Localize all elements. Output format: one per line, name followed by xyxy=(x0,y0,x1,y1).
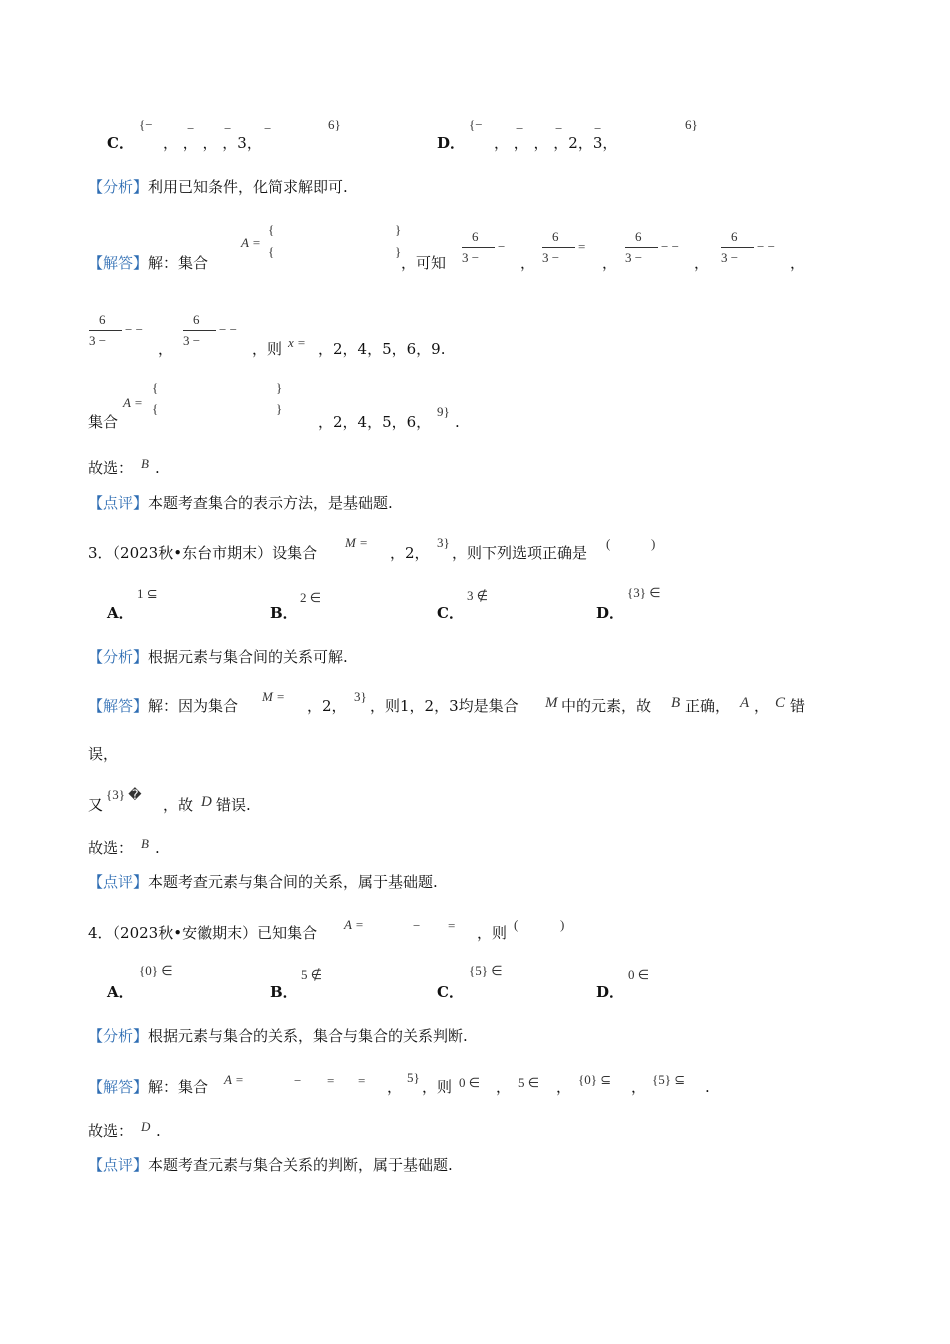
q3-also-expr: {3} � xyxy=(106,787,142,802)
comma: ， xyxy=(520,254,536,272)
q3-answer-set-m: M = xyxy=(262,689,285,704)
q3-option-b-label[interactable]: B． xyxy=(270,604,298,622)
review-tag: 【点评】 xyxy=(88,873,149,891)
q3-option-a-label[interactable]: A． xyxy=(107,604,134,622)
set-line-end: 9} xyxy=(437,404,450,419)
q4-answer-dash: − xyxy=(294,1073,302,1088)
q3-stem-brace: 3} xyxy=(437,535,450,550)
fraction-denominator: 3 − xyxy=(625,250,643,265)
q3-also-lead: 又 xyxy=(88,796,104,814)
q3-also-text: ，故 xyxy=(163,796,194,814)
q4-answer-then: ，则 xyxy=(422,1078,453,1096)
q3-paren-right: ) xyxy=(651,536,656,551)
q4-paren-right: ) xyxy=(560,917,565,932)
opt-d-brace: {− xyxy=(469,117,483,132)
choose-line: 故选： xyxy=(88,459,134,477)
q3-answer-wrap: 误， xyxy=(88,745,119,763)
period: . xyxy=(155,839,160,857)
opt-d-commas: ， ， ， ，2，3， xyxy=(494,134,618,152)
opt-d-dash: − xyxy=(516,121,524,136)
q3-stem-tail: ，则下列选项正确是 xyxy=(452,544,588,562)
q3-option-c-label[interactable]: C． xyxy=(437,604,464,622)
q3-answer-m: M xyxy=(545,695,558,711)
opt-d-end: 6} xyxy=(685,117,698,132)
q4-option-d-label[interactable]: D． xyxy=(596,983,625,1001)
q4-analysis-line xyxy=(88,1027,468,1045)
fraction-tail: − xyxy=(498,239,506,254)
q4-stem-eq: = xyxy=(448,918,456,933)
q4-answer-set-a: A = xyxy=(224,1072,244,1087)
q4-answer-e3: {0} ⊆ xyxy=(578,1072,612,1087)
fraction-denominator: 3 − xyxy=(462,250,480,265)
q3-option-d-label[interactable]: D． xyxy=(596,604,625,622)
fraction-numerator: 6 xyxy=(99,312,106,327)
fraction-tail: − − xyxy=(757,239,775,254)
answer-lead: 解：集合 xyxy=(148,254,209,272)
fraction-tail: − − xyxy=(125,322,143,337)
q3-stem-mid: ，2， xyxy=(390,544,430,562)
period: . xyxy=(155,459,160,477)
review-text: 本题考查元素与集合间的关系，属于基础题. xyxy=(148,873,438,891)
q4-option-b-expr: 5 ∉ xyxy=(301,967,323,982)
q3-answer-text4: 错 xyxy=(790,697,806,715)
q3-option-a-expr: 1 ⊆ xyxy=(137,586,158,601)
q3-answer-b: B xyxy=(671,695,681,711)
review-line xyxy=(88,494,393,512)
q4-review-line xyxy=(88,1156,453,1174)
q3-option-c-expr: 3 ∉ xyxy=(467,588,489,603)
q4-option-a-expr: {0} ∈ xyxy=(139,963,173,978)
fraction-numerator: 6 xyxy=(552,229,559,244)
set-a-symbol: A = xyxy=(241,235,261,250)
brace-left: { xyxy=(268,244,275,259)
fraction-denominator: 3 − xyxy=(183,333,201,348)
set-line-values: ，2，4，5，6， xyxy=(318,413,432,431)
brace-right: } xyxy=(395,244,402,259)
q3-answer-c: C xyxy=(775,695,786,711)
q3-analysis-line xyxy=(88,648,348,666)
fraction-numerator: 6 xyxy=(472,229,479,244)
brace-left: { xyxy=(152,401,159,416)
q3-option-b-expr: 2 ∈ xyxy=(300,590,322,605)
q4-paren-left: ( xyxy=(514,917,519,932)
x-equals: x = xyxy=(288,335,306,350)
q4-stem-dash: − xyxy=(413,918,421,933)
q4-answer-end: . xyxy=(705,1078,710,1096)
q4-option-c-label[interactable]: C． xyxy=(437,983,464,1001)
analysis-tag: 【分析】 xyxy=(88,178,149,196)
q3-also-end: 错误. xyxy=(216,796,251,814)
fraction-numerator: 6 xyxy=(193,312,200,327)
q4-answer-e4: {5} ⊆ xyxy=(652,1072,686,1087)
answer-line xyxy=(88,254,208,272)
brace-right: } xyxy=(276,401,283,416)
answer-lead: 解：集合 xyxy=(148,1078,209,1096)
q4-set-a: A = xyxy=(344,917,364,932)
q4-option-b-label[interactable]: B． xyxy=(270,983,298,1001)
fraction-bar xyxy=(462,247,495,248)
q3-answer-text1: ，则1，2，3均是集合 xyxy=(370,697,519,715)
q4-stem-tail: ，则 xyxy=(477,924,508,942)
q4-answer-comma3: ， xyxy=(556,1078,572,1096)
comma: ， xyxy=(694,254,710,272)
opt-d-dash: − xyxy=(594,121,602,136)
q4-answer-e2: 5 ∈ xyxy=(518,1075,540,1090)
q4-answer-line xyxy=(88,1078,208,1096)
analysis-tag: 【分析】 xyxy=(88,1027,149,1045)
opt-d-dash: − xyxy=(555,121,563,136)
q3-answer-text3: 正确， xyxy=(685,697,731,715)
q4-answer-brace5: 5} xyxy=(407,1070,420,1085)
fraction-tail: − − xyxy=(661,239,679,254)
set-line-lead: 集合 xyxy=(88,413,119,431)
option-label-d: D． xyxy=(437,134,466,152)
brace-left: { xyxy=(268,222,275,237)
option-label-c: C． xyxy=(107,134,134,152)
choose-value: B xyxy=(141,456,149,471)
fraction-numerator: 6 xyxy=(635,229,642,244)
opt-c-dash: − xyxy=(224,121,232,136)
brace-right: } xyxy=(276,380,283,395)
opt-c-end: 6} xyxy=(328,117,341,132)
fraction-bar xyxy=(721,247,754,248)
fraction-bar xyxy=(625,247,658,248)
q4-answer-eq1: = xyxy=(327,1073,335,1088)
q3-answer-mid: ，2， xyxy=(307,697,347,715)
q4-answer-comma1: ， xyxy=(387,1078,403,1096)
q3-also-d: D xyxy=(201,794,212,810)
comma: ， xyxy=(158,340,174,358)
fraction-denominator: 3 − xyxy=(542,250,560,265)
analysis-text: 根据元素与集合间的关系可解. xyxy=(148,648,348,666)
opt-c-brace: {− xyxy=(139,117,153,132)
q3-choose-value: B xyxy=(141,836,149,851)
q3-choose-line: 故选： xyxy=(88,839,134,857)
fraction-bar xyxy=(183,330,216,331)
q3-review-line xyxy=(88,873,438,891)
q3-option-d-expr: {3} ∈ xyxy=(627,585,661,600)
q4-answer-eq2: = xyxy=(358,1073,366,1088)
brace-right: } xyxy=(395,222,402,237)
analysis-tag: 【分析】 xyxy=(88,648,149,666)
opt-c-dash: − xyxy=(187,121,195,136)
opt-c-dash: − xyxy=(264,121,272,136)
review-tag: 【点评】 xyxy=(88,1156,149,1174)
review-tag: 【点评】 xyxy=(88,494,149,512)
can-know: ，可知 xyxy=(401,254,447,272)
comma: ， xyxy=(790,254,806,272)
analysis-text: 利用已知条件，化简求解即可. xyxy=(148,178,348,196)
q3-answer-a: A xyxy=(740,695,750,711)
q4-option-c-expr: {5} ∈ xyxy=(469,963,503,978)
q3-set-m: M = xyxy=(345,535,368,550)
q4-option-a-label[interactable]: A． xyxy=(107,983,134,1001)
fraction-denominator: 3 − xyxy=(89,333,107,348)
fraction-tail: − − xyxy=(219,322,237,337)
q3-answer-comma: ， xyxy=(754,697,770,715)
q3-answer-line xyxy=(88,697,238,715)
q4-choose-line: 故选： xyxy=(88,1122,134,1140)
q4-answer-comma4: ， xyxy=(631,1078,647,1096)
answer-lead: 解：因为集合 xyxy=(148,697,239,715)
answer-tag: 【解答】 xyxy=(88,254,149,272)
x-values: ，2，4，5，6，9. xyxy=(318,340,446,358)
fraction-denominator: 3 − xyxy=(721,250,739,265)
q3-paren-left: ( xyxy=(606,536,611,551)
q3-answer-text2: 中的元素，故 xyxy=(561,697,652,715)
comma: ， xyxy=(602,254,618,272)
then-x: ，则 xyxy=(252,340,283,358)
q4-choose-value: D xyxy=(141,1119,151,1134)
answer-tag: 【解答】 xyxy=(88,697,149,715)
fraction-tail: = xyxy=(578,239,586,254)
opt-c-commas: ， ， ， ，3， xyxy=(163,134,262,152)
set-a-symbol: A = xyxy=(123,395,143,410)
analysis-text: 根据元素与集合的关系，集合与集合的关系判断. xyxy=(148,1027,468,1045)
answer-tag: 【解答】 xyxy=(88,1078,149,1096)
brace-left: { xyxy=(152,380,159,395)
review-text: 本题考查元素与集合关系的判断，属于基础题. xyxy=(148,1156,453,1174)
fraction-bar xyxy=(542,247,575,248)
review-text: 本题考查集合的表示方法，是基础题. xyxy=(148,494,393,512)
q4-option-d-expr: 0 ∈ xyxy=(628,967,650,982)
period: . xyxy=(455,413,460,431)
q3-stem-lead: 3．（2023秋•东台市期末）设集合 xyxy=(88,544,318,562)
analysis-line xyxy=(88,178,348,196)
q4-stem-lead: 4．（2023秋•安徽期末）已知集合 xyxy=(88,924,318,942)
fraction-numerator: 6 xyxy=(731,229,738,244)
q4-answer-e1: 0 ∈ xyxy=(459,1075,481,1090)
fraction-bar xyxy=(89,330,122,331)
q3-answer-brace: 3} xyxy=(354,689,367,704)
period: . xyxy=(156,1122,161,1140)
q4-answer-comma2: ， xyxy=(496,1078,512,1096)
